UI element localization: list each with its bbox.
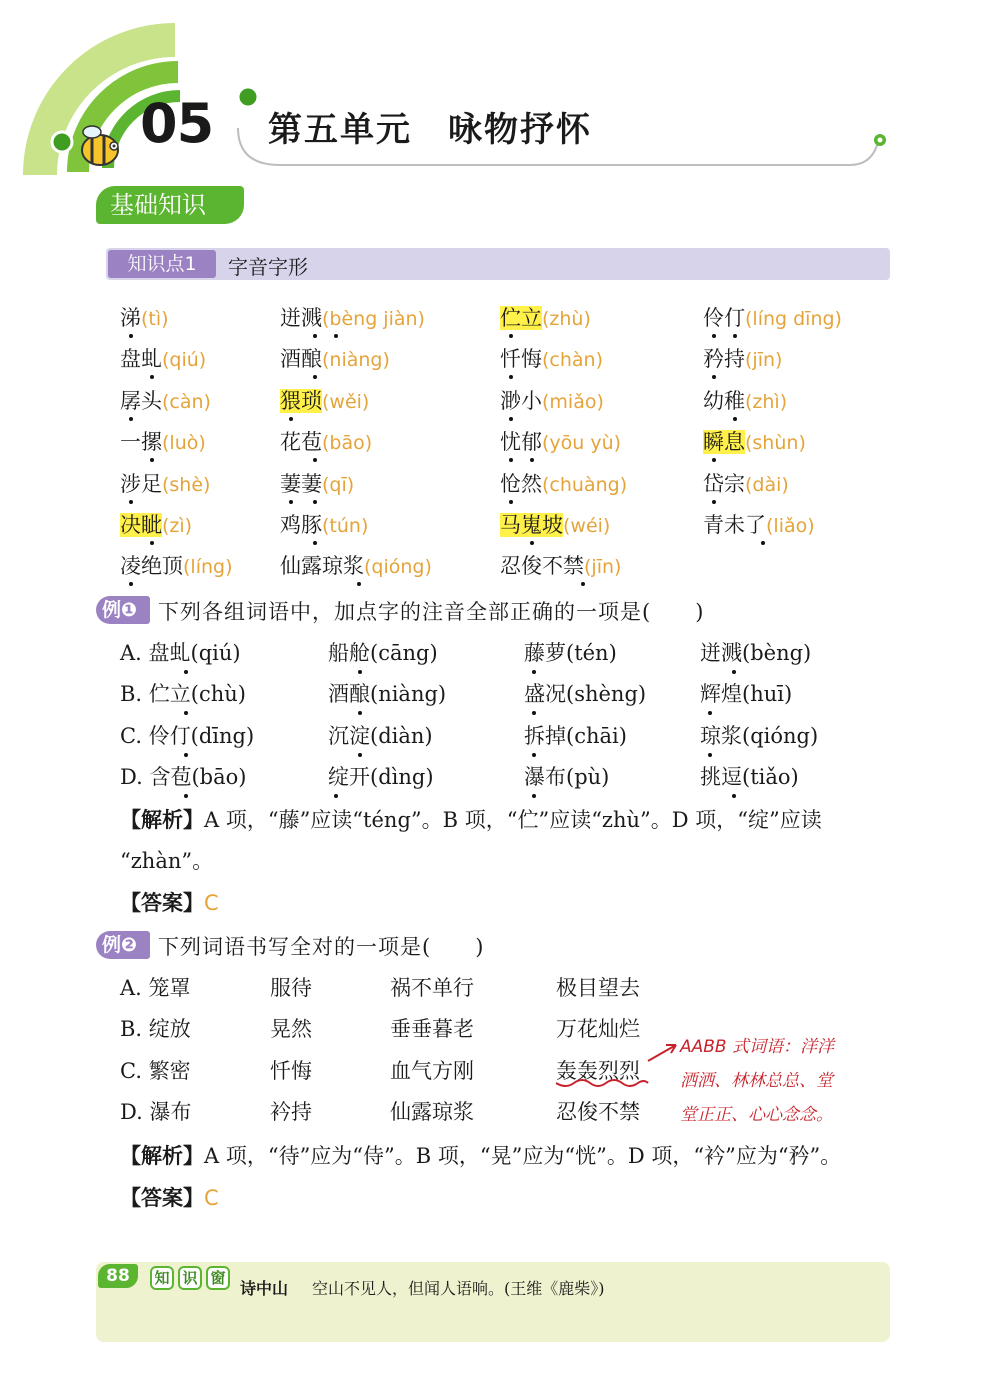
vocab-item: 决眦(zì) [120,513,193,537]
example2-analysis: 【解析】A 项，“待”应为“侍”。B 项，“晃”应为“恍”。D 项，“衿”应为“矜”。 [120,1144,842,1168]
option-d-3: 瀑布(pù) [524,765,610,789]
vocab-item: 伫立(zhù) [500,306,591,330]
poem-label: 诗中山 [240,1279,289,1298]
option-d-4: 挑逗(tiǎo) [700,765,799,789]
vocab-item: 马嵬坡(wéi) [500,513,611,537]
option-a-3: 藤萝(tén) [524,641,617,665]
vocab-item: 涕(tì) [120,306,169,330]
unit-title: 第五单元 咏物抒怀 [268,110,592,150]
knowledge-window-char: 窗 [206,1266,230,1290]
option-a-2: 船舱(cāng) [328,641,438,665]
option-a-4: 极目望去 [556,976,640,1000]
option-c-4: 轰轰烈烈 [556,1059,640,1083]
option-c-2: 沉淀(diàn) [328,724,433,748]
vocab-item: 怆然(chuàng) [500,472,628,496]
option-b-1: B. 伫立(chù) [120,682,246,706]
vocab-item: 仙露琼浆(qióng) [280,554,432,578]
annotation-arrow [550,1035,690,1095]
unit-number: 05 [140,92,214,155]
example1-analysis: 【解析】A 项，“藤”应读“téng”。B 项，“伫”应读“zhù”。D 项，“绽”应读 [120,808,822,832]
knowledge-window-char: 知 [150,1266,174,1290]
vocab-item: 鸡豚(tún) [280,513,369,537]
annotation-line-2: 洒洒、林林总总、堂 [680,1071,833,1091]
knowledge-point-title: 字音字形 [228,255,308,279]
vocab-item: 猥琐(wěi) [280,389,370,413]
option-a-1: A. 盘虬(qiú) [120,641,241,665]
vocab-item: 花苞(bāo) [280,430,373,454]
example2-question: 下列词语书写全对的一项是( ) [158,935,485,959]
option-d-3: 仙露琼浆 [390,1100,474,1124]
option-a-3: 祸不单行 [390,976,474,1000]
vocab-item: 瞬息(shùn) [703,430,806,454]
option-b-3: 垂垂暮老 [390,1017,474,1041]
vocab-item: 忏悔(chàn) [500,347,603,371]
option-b-2: 酒酿(niàng) [328,682,447,706]
option-b-2: 晃然 [270,1017,312,1041]
vocab-item: 酒酿(niàng) [280,347,390,371]
option-d-4: 忍俊不禁 [556,1100,640,1124]
vocab-item: 盘虬(qiú) [120,347,207,371]
vocab-item: 凌绝顶(líng) [120,554,233,578]
example2-answer: 【答案】C [120,1186,219,1210]
poem-text: 空山不见人，但闻人语响。(王维《鹿柴》) [312,1279,605,1298]
example1-tag: 例❶ [96,596,150,624]
option-a-1: A. 笼罩 [120,976,191,1000]
option-c-3: 拆掉(chāi) [524,724,627,748]
vocab-item: 渺小(miǎo) [500,389,604,413]
vocab-item: 孱头(càn) [120,389,211,413]
example1-analysis-cont: “zhàn”。 [120,849,214,873]
example1-answer: 【答案】C [120,891,219,915]
knowledge-point-tag: 知识点1 [108,250,216,278]
section-title: 基础知识 [96,186,244,224]
annotation-line-1: AABB 式词语：洋洋 [680,1037,834,1057]
option-d-2: 衿持 [270,1100,312,1124]
vocab-item: 忧郁(yōu yù) [500,430,622,454]
vocab-item: 矜持(jīn) [703,347,783,371]
option-c-1: C. 伶仃(dīng) [120,724,255,748]
vocab-item: 岱宗(dài) [703,472,789,496]
option-c-2: 忏悔 [270,1059,312,1083]
vocab-item: 忍俊不禁(jīn) [500,554,622,578]
option-a-2: 服待 [270,976,312,1000]
vocab-item: 一摞(luò) [120,430,206,454]
option-b-4: 万花灿烂 [556,1017,640,1041]
vocab-item: 迸溅(bèng jiàn) [280,306,425,330]
vocab-item: 青未了(liǎo) [703,513,815,537]
option-d-1: D. 瀑布 [120,1100,192,1124]
page-number: 88 [98,1264,138,1288]
option-d-2: 绽开(dìng) [328,765,434,789]
vocab-item: 伶仃(líng dīng) [703,306,842,330]
vocab-item: 幼稚(zhì) [703,389,788,413]
knowledge-point-bar [106,248,890,280]
annotation-line-3: 堂正正、心心念念。 [680,1105,833,1125]
knowledge-window-char: 识 [178,1266,202,1290]
option-b-3: 盛况(shèng) [524,682,647,706]
vocab-item: 涉足(shè) [120,472,211,496]
example2-tag: 例❷ [96,931,150,959]
option-b-1: B. 绽放 [120,1017,191,1041]
example1-question: 下列各组词语中，加点字的注音全部正确的一项是( ) [158,600,705,624]
option-b-4: 辉煌(huī) [700,682,793,706]
option-c-3: 血气方刚 [390,1059,474,1083]
option-d-1: D. 含苞(bāo) [120,765,247,789]
option-a-4: 迸溅(bèng) [700,641,812,665]
option-c-1: C. 繁密 [120,1059,191,1083]
option-c-4: 琼浆(qióng) [700,724,819,748]
vocab-item: 萋萋(qī) [280,472,355,496]
